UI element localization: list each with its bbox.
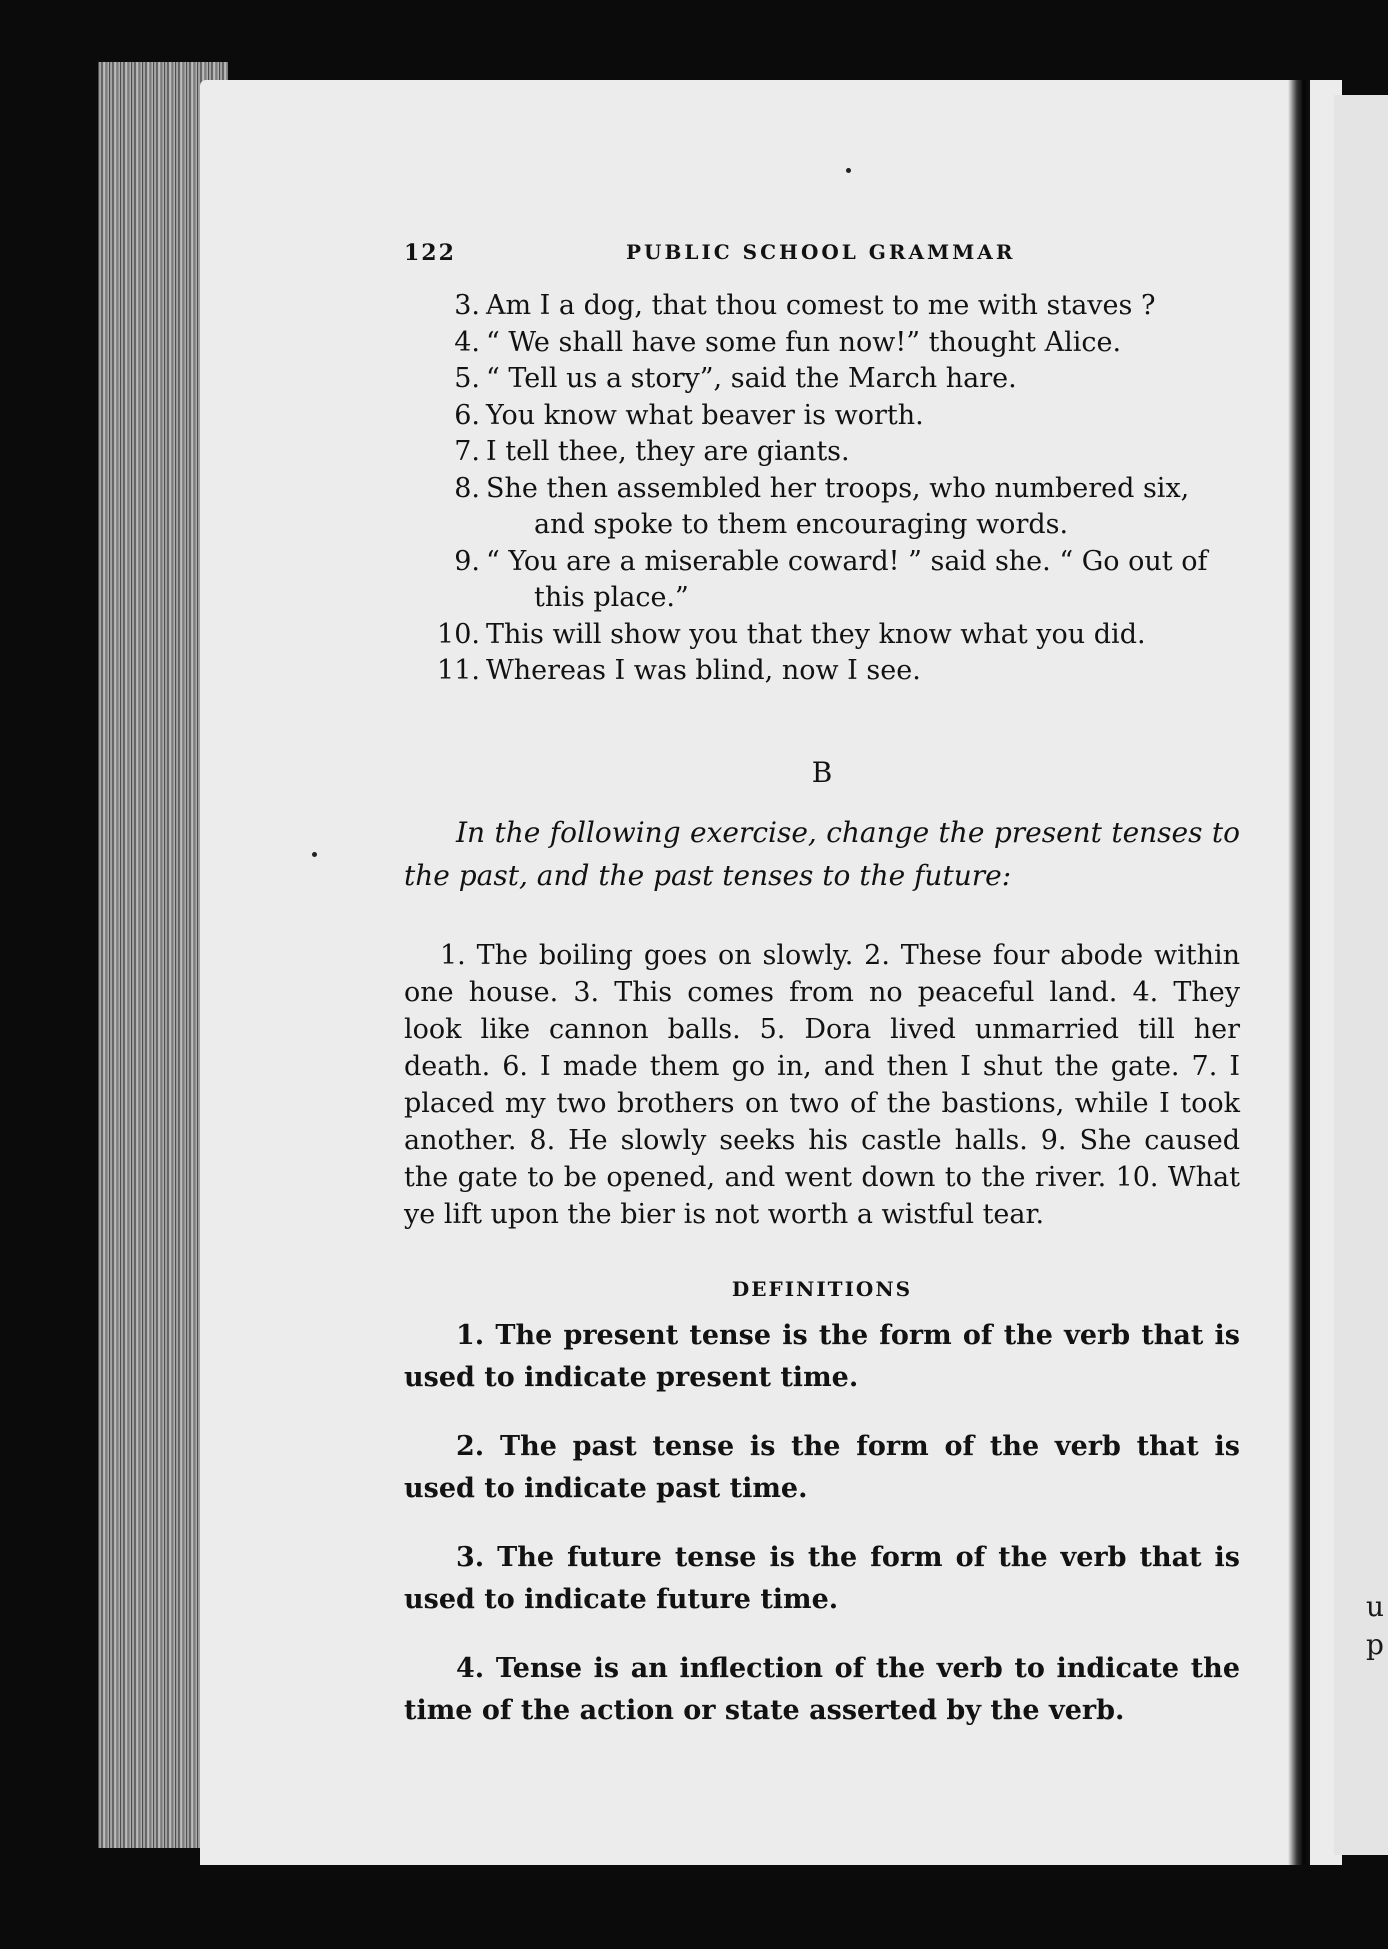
list-number: 4.	[454, 326, 480, 358]
list-text: “ Tell us a story”, said the March hare.	[486, 363, 1017, 394]
book-gutter	[1288, 80, 1310, 1865]
list-number: 5.	[454, 363, 480, 394]
page-speck	[312, 852, 317, 857]
exercise-instruction: In the following exercise, change the present tenses to the past, and the past tenses to the future:	[404, 815, 1240, 892]
page-speck	[846, 168, 851, 173]
list-item	[404, 325, 1240, 362]
section-heading-b: B	[811, 755, 833, 789]
list-item	[404, 617, 1240, 654]
definition-item: 4. Tense is an inflection of the verb to indicate the time of the action or state asserted by the verb.	[404, 1652, 1240, 1726]
list-item	[404, 434, 1240, 471]
list-number: 9.	[454, 545, 480, 577]
exercise-paragraph: 1. The boiling goes on slowly. 2. These four abode within one house. 3. This comes from no peaceful land. 4. They look like cannon balls. 5. Dora lived unmarried till her death. 6. I made them go in, and then I shut the gate. 7. I placed my two brothers on two of the bastions, while I took another. 8. He slowly seeks his castle halls. 9. She caused the gate to be opened, and went down to the river. 10. What ye lift upon the bier is not worth a wistful tear.	[404, 939, 1240, 1230]
list-text: You know what beaver is worth.	[486, 399, 924, 431]
list-item	[404, 471, 1240, 544]
list-text: She then assembled her troops, who numbered six, and spoke to them encouraging words.	[486, 472, 1190, 540]
definition-item: 2. The past tense is the form of the verb that is used to indicate past time.	[404, 1430, 1240, 1504]
list-number: 7.	[454, 436, 480, 467]
running-title: PUBLIC SCHOOL GRAMMAR	[626, 240, 1016, 264]
list-text: Am I a dog, that thou comest to me with staves ?	[486, 290, 1156, 321]
list-item	[404, 653, 1240, 690]
list-text: This will show you that they know what you did.	[486, 618, 1146, 650]
facing-page-letter: u	[1366, 1590, 1385, 1623]
list-item	[404, 288, 1240, 325]
list-number: 8.	[454, 472, 480, 504]
list-text: “ You are a miserable coward! ” said she. “ Go out of this place.”	[486, 545, 1208, 613]
page-number: 122	[404, 240, 456, 266]
list-text: I tell thee, they are giants.	[486, 436, 850, 467]
list-item	[404, 398, 1240, 435]
list-text: Whereas I was blind, now I see.	[486, 655, 921, 686]
sentence-list	[404, 288, 1240, 690]
list-item	[404, 544, 1240, 617]
list-number: 11.	[437, 655, 480, 686]
definition-item: 1. The present tense is the form of the verb that is used to indicate present time.	[404, 1319, 1240, 1393]
list-item	[404, 361, 1240, 398]
list-text: “ We shall have some fun now!” thought Alice.	[486, 326, 1122, 358]
page-content	[404, 230, 1240, 1759]
list-number: 3.	[454, 290, 480, 321]
list-number: 6.	[454, 399, 480, 431]
list-number: 10.	[437, 618, 480, 650]
definition-item: 3. The future tense is the form of the verb that is used to indicate future time.	[404, 1541, 1240, 1615]
definitions-heading: DEFINITIONS	[731, 1276, 913, 1301]
page-header	[404, 230, 1240, 278]
facing-page-letter: p	[1366, 1628, 1384, 1661]
